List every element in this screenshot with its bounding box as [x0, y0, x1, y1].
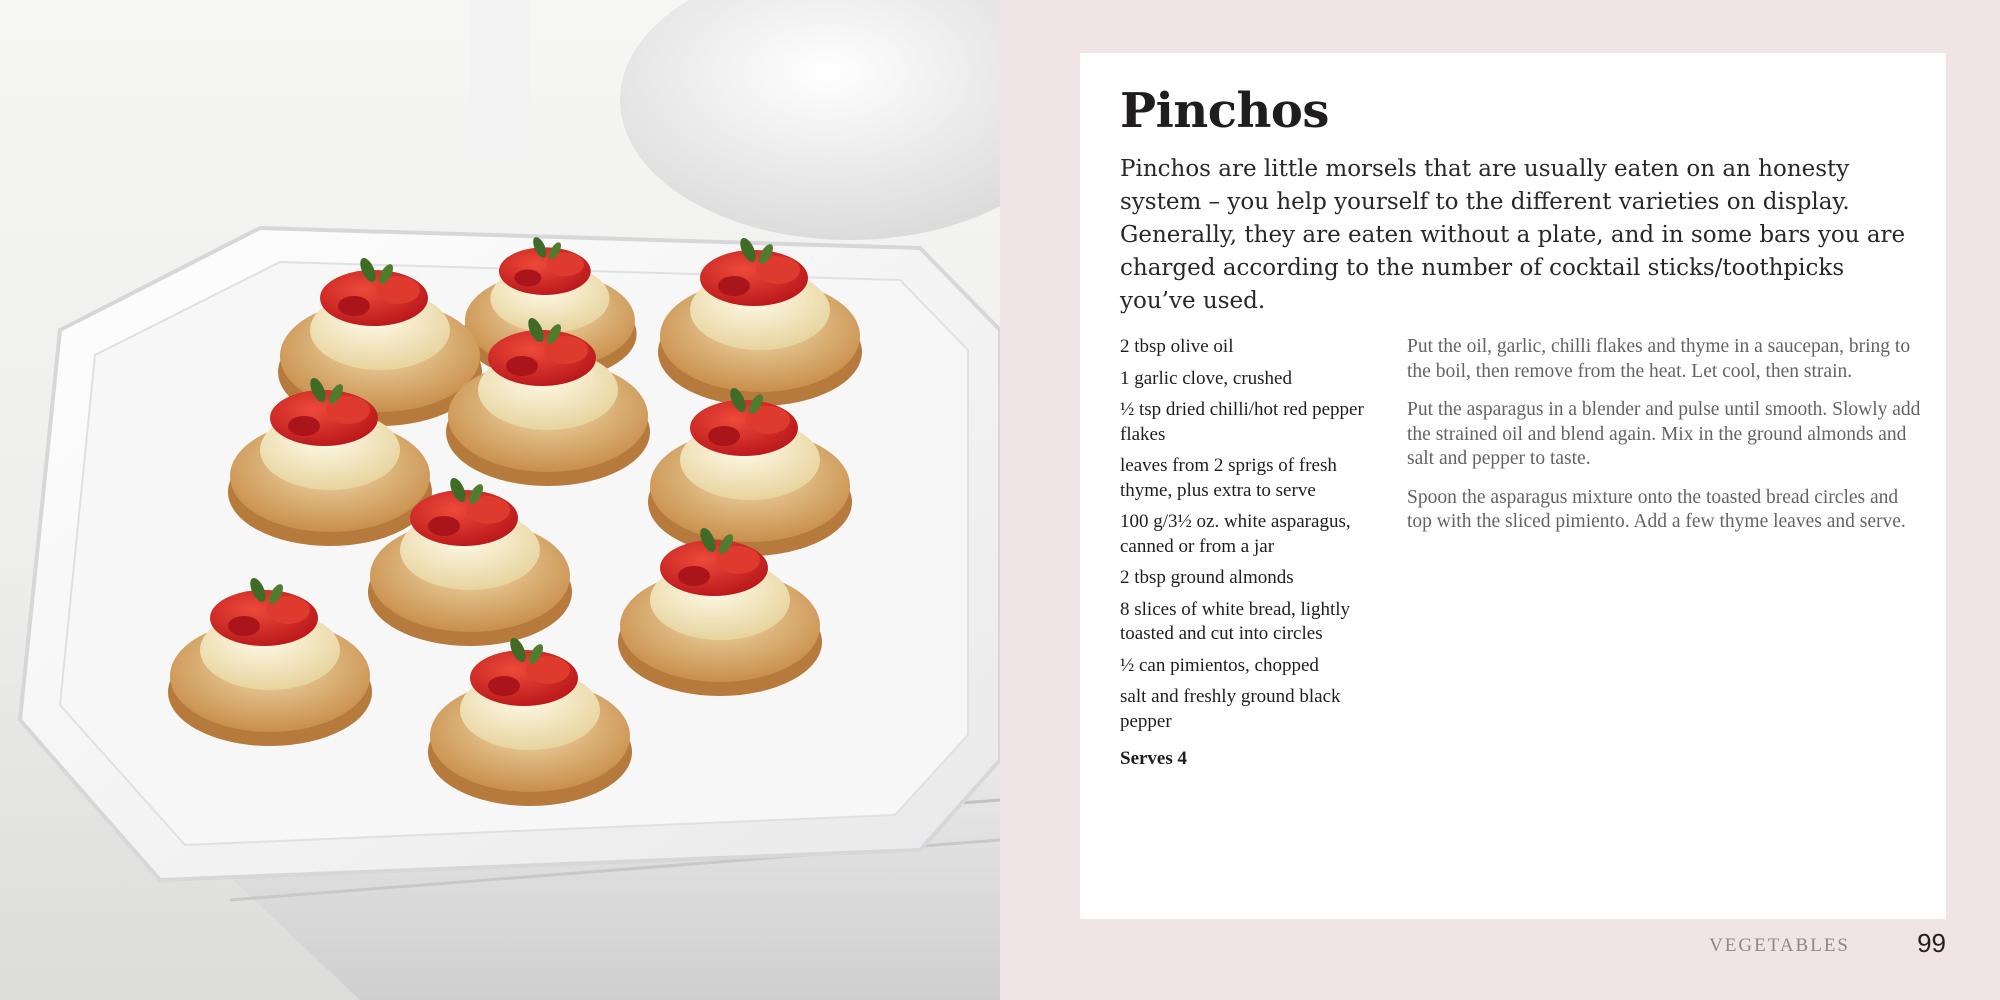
ingredients-list	[1120, 335, 1392, 741]
method-steps	[1407, 335, 1922, 549]
footer-section-name: VEGETABLES	[1709, 935, 1850, 956]
page-number: 99	[1917, 928, 1946, 958]
recipe-intro: Pinchos are little morsels that are usually eaten on an honesty system – you help yourself to the different varieties on display. Generally, they are eaten without a plate, and in some bars you are charged according to the number of cocktail sticks/toothpicks you’ve used.	[1120, 156, 1906, 314]
ingredient-item: salt and freshly ground black pepper	[1120, 686, 1341, 732]
ingredient-item: 2 tbsp ground almonds	[1120, 567, 1294, 588]
ingredient-item: ½ tsp dried chilli/hot red pepper flakes	[1120, 399, 1364, 445]
recipe-title: Pinchos	[1120, 83, 1329, 139]
ingredient-item: 1 garlic clove, crushed	[1120, 367, 1292, 389]
method-step: Spoon the asparagus mixture onto the toasted bread circles and top with the sliced pimiento. Add a few thyme leaves and serve.	[1407, 486, 1906, 532]
ingredient-item: 8 slices of white bread, lightly toasted and cut into circles	[1120, 598, 1351, 644]
ingredient-item: 100 g/3½ oz. white asparagus, canned or from a jar	[1120, 511, 1351, 557]
method-step: Put the oil, garlic, chilli flakes and thyme in a saucepan, bring to the boil, then remove from the heat. Let cool, then strain.	[1407, 336, 1911, 382]
servings: Serves 4	[1120, 748, 1188, 769]
ingredient-item: 2 tbsp olive oil	[1120, 336, 1234, 357]
ingredient-item: leaves from 2 sprigs of fresh thyme, plus extra to serve	[1120, 455, 1337, 501]
recipe-panel	[1080, 53, 1946, 919]
ingredient-item: ½ can pimientos, chopped	[1120, 654, 1319, 676]
method-step: Put the asparagus in a blender and pulse until smooth. Slowly add the strained oil and blend again. Mix in the ground almonds and salt and pepper to taste.	[1407, 399, 1921, 469]
